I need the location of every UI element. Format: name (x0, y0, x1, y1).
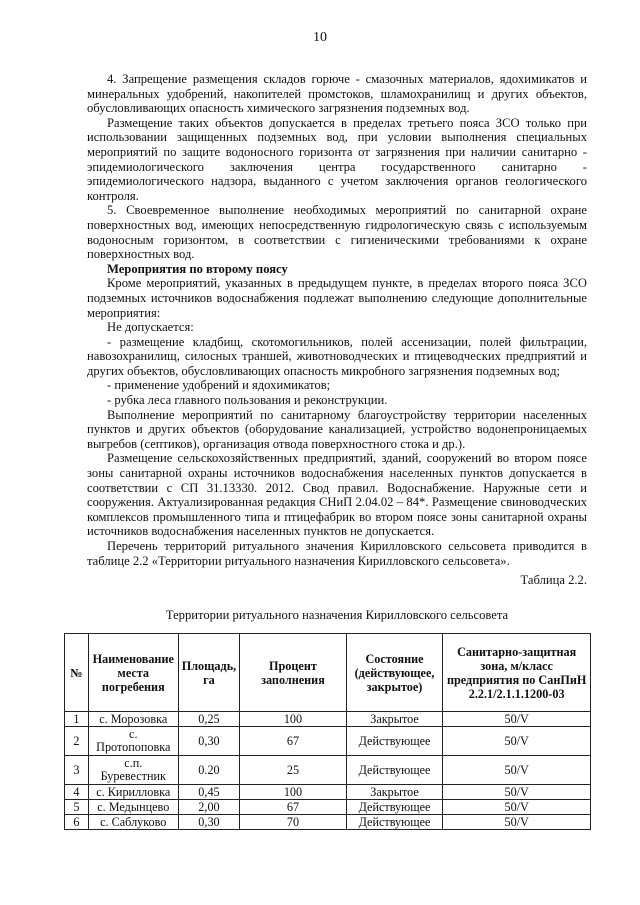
section-heading: Мероприятия по второму поясу (107, 261, 288, 276)
paragraph: 5. Своевременное выполнение необходимых мероприятий по санитарной охране поверхностных вод, имеющих непосредственную гидрологическую связь с используемым водоносным горизонтом, в соответствии с гигиеническими требованиями к охране поверхностных вод. (87, 203, 587, 262)
paragraph: Выполнение мероприятий по санитарному благоустройству территории населенных пунктов и других объектов (оборудование канализацией, устройство водонепроницаемых выгребов (септиков), организация отвода поверхностного стока и др.). (87, 407, 587, 451)
paragraph: Кроме мероприятий, указанных в предыдущем пункте, в пределах второго пояса ЗСО подземных источников водоснабжения подлежат выполнению следующие дополнительные мероприятия: (87, 276, 587, 320)
table-cell: 50/V (443, 727, 591, 756)
table-cell: с. Протопоповка (88, 727, 178, 756)
table-cell: 25 (240, 756, 347, 785)
table-number: Таблица 2.2. (520, 573, 587, 587)
paragraph: Размещение сельскохозяйственных предприятий, зданий, сооружений во втором поясе зоны санитарной охраны источников водоснабжения населенных пунктов допускается в соответствии с СП 31.13330. 2012. Свод правил. Водоснабжение. Наружные сети и сооружения. Актуализированная редакция СНиП 2.04.02 – 84*. Размещение свиноводческих комплексов промышленного типа и птицефабрик во втором поясе зоны санитарной охраны источников водоснабжения населенных пунктов не допускается. (87, 451, 587, 539)
table-cell: с. Кирилловка (88, 785, 178, 800)
page-number: 10 (313, 30, 327, 45)
table-cell: с. Медынцево (88, 800, 178, 815)
table-title: Территории ритуального назначения Кирилловского сельсовета (165, 608, 509, 622)
table-cell: Закрытое (346, 785, 443, 800)
table-cell: 0.20 (178, 756, 239, 785)
table-row (65, 785, 591, 800)
table-cell: с. Саблуково (88, 815, 178, 830)
table-cell: 4 (65, 785, 89, 800)
table-cell: 100 (240, 712, 347, 727)
table-cell: 2,00 (178, 800, 239, 815)
table-cell: 50/V (443, 785, 591, 800)
table-cell: с.п. Буревестник (88, 756, 178, 785)
table-row (65, 800, 591, 815)
table-cell: 50/V (443, 712, 591, 727)
table-cell: 100 (240, 785, 347, 800)
table-cell: 0,30 (178, 727, 239, 756)
table-cell: Действующее (346, 756, 443, 785)
header-cell: Санитарно-защитная зона, м/класс предприятия по СанПиН 2.2.1/2.1.1.1200-03 (443, 634, 591, 712)
header-cell: Площадь, га (178, 634, 239, 712)
header-cell: Состояние (действующее, закрытое) (346, 634, 443, 712)
table-cell: с. Морозовка (88, 712, 178, 727)
header-cell: Наименование места погребения (88, 634, 178, 712)
table-cell: 70 (240, 815, 347, 830)
table-cell: Действующее (346, 727, 443, 756)
table-cell: 2 (65, 727, 89, 756)
table-cell: Действующее (346, 815, 443, 830)
table-cell: 6 (65, 815, 89, 830)
paragraph: - рубка леса главного пользования и реконструкции. (107, 393, 388, 408)
table-row (65, 756, 591, 785)
paragraph: 4. Запрещение размещения складов горюче - смазочных материалов, ядохимикатов и минеральных удобрений, накопителей промстоков, шламохранилищ и других объектов, обусловливающих опасность химического загрязнения подземных вод. (87, 72, 587, 116)
table-row (65, 815, 591, 830)
header-cell: № (65, 634, 89, 712)
table-cell: 3 (65, 756, 89, 785)
table-cell: Действующее (346, 800, 443, 815)
ritual-territories-table (64, 633, 591, 830)
table-cell: Закрытое (346, 712, 443, 727)
table-caption (87, 573, 587, 623)
table-header-row (65, 634, 591, 712)
paragraph: - применение удобрений и ядохимикатов; (107, 378, 331, 393)
table-cell: 0,30 (178, 815, 239, 830)
table-cell: 50/V (443, 815, 591, 830)
table-row (65, 712, 591, 727)
body-text (87, 72, 587, 568)
table-cell: 50/V (443, 800, 591, 815)
paragraph: Размещение таких объектов допускается в пределах третьего пояса ЗСО только при использовании защищенных подземных вод, при условии выполнения специальных мероприятий по защите водоносного горизонта от загрязнения при наличии санитарно - эпидемиологического заключения центра государственного санитарно - эпидемиологического надзора, выданного с учетом заключения органов геологического контроля. (87, 115, 587, 203)
table-cell: 1 (65, 712, 89, 727)
header-cell: Процент заполнения (240, 634, 347, 712)
table-cell: 0,45 (178, 785, 239, 800)
table-cell: 67 (240, 727, 347, 756)
table-cell: 50/V (443, 756, 591, 785)
paragraph: - размещение кладбищ, скотомогильников, полей ассенизации, полей фильтрации, навозохранилищ, силосных траншей, животноводческих и птицеводческих предприятий и других объектов, обусловливающих опасность микробного загрязнения подземных вод; (87, 334, 587, 378)
table-cell: 5 (65, 800, 89, 815)
table-row (65, 727, 591, 756)
table-cell: 0,25 (178, 712, 239, 727)
paragraph: Перечень территорий ритуального значения Кирилловского сельсовета приводится в таблице 2.2 «Территории ритуального назначения Кирилловского сельсовета». (87, 539, 587, 568)
paragraph: Не допускается: (107, 320, 194, 335)
table-cell: 67 (240, 800, 347, 815)
